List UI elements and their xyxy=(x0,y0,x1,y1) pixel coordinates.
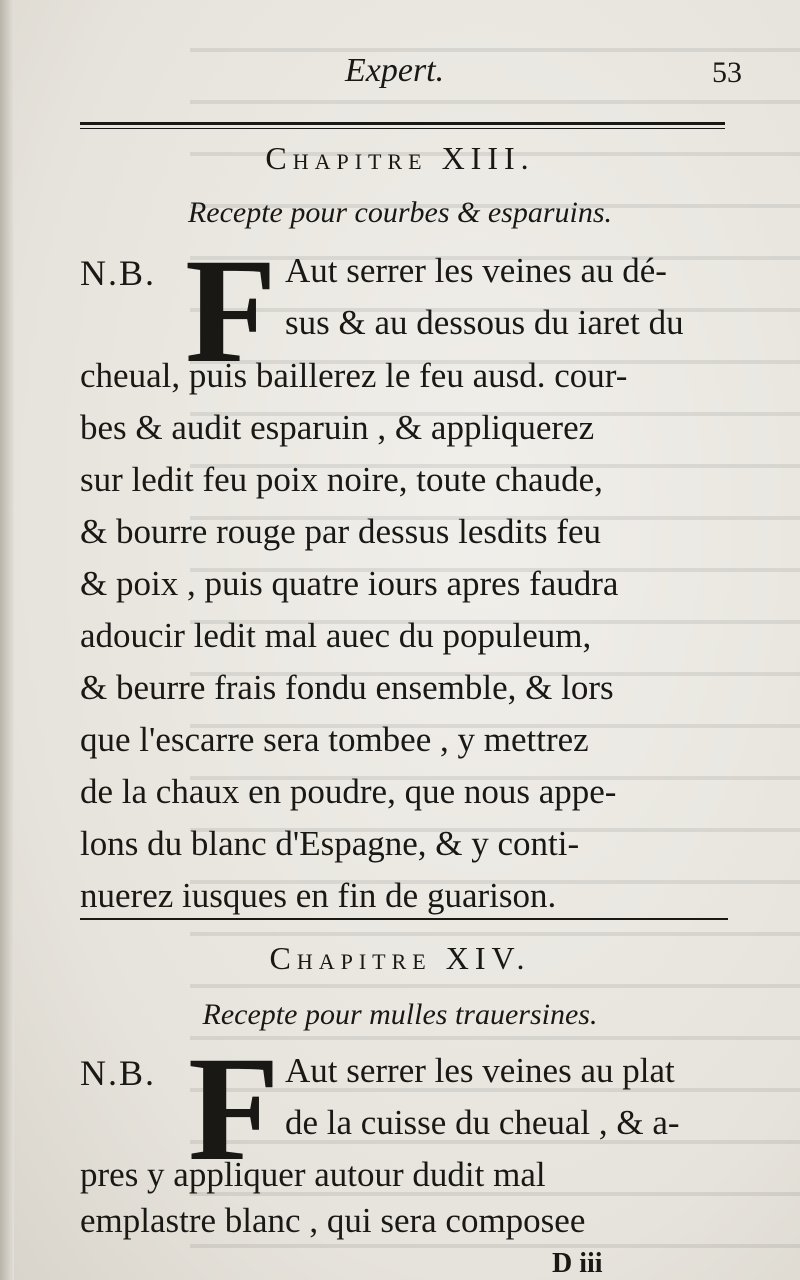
chapter-title: Chapitre XIII. xyxy=(265,140,535,176)
text-line: bes & audit esparuin , & appliquerez xyxy=(80,408,595,447)
text-line: sus & au dessous du iaret du xyxy=(285,303,684,342)
chapter-subtitle: Recepte pour courbes & esparuins. xyxy=(187,196,613,229)
text-line: sur ledit feu poix noire, toute chaude, xyxy=(80,460,603,499)
text-line: cheual, puis baillerez le feu ausd. cour- xyxy=(80,356,628,395)
page-gutter xyxy=(0,0,14,1280)
running-title: Expert. xyxy=(345,52,445,89)
nb-marker: N.B. xyxy=(80,1053,157,1093)
chapter-subtitle: Recepte pour mulles trauersines. xyxy=(202,998,598,1031)
signature-mark: D iii xyxy=(552,1248,603,1279)
text-line: & poix , puis quatre iours apres faudra xyxy=(80,564,619,603)
section-rule xyxy=(80,918,728,920)
nb-marker: N.B. xyxy=(80,253,157,293)
chapter-title: Chapitre XIV. xyxy=(269,940,531,976)
text-line: Aut serrer les veines au plat xyxy=(285,1051,675,1090)
text-line: Aut serrer les veines au dé- xyxy=(285,251,667,290)
drop-cap: F xyxy=(188,1026,280,1192)
text-line: de la cuisse du cheual , & a- xyxy=(285,1103,680,1142)
running-head xyxy=(0,52,800,102)
text-line: nuerez iusques en fin de guarison. xyxy=(80,876,557,915)
text-line: & bourre rouge par dessus lesdits feu xyxy=(80,512,601,551)
page-number: 53 xyxy=(712,56,742,89)
drop-cap: F xyxy=(185,228,277,394)
header-rule xyxy=(80,122,725,125)
text-line: & beurre frais fondu ensemble, & lors xyxy=(80,668,614,707)
text-line: lons du blanc d'Espagne, & y conti- xyxy=(80,824,580,863)
text-line: de la chaux en poudre, que nous appe- xyxy=(80,772,617,811)
text-line: que l'escarre sera tombee , y mettrez xyxy=(80,720,589,759)
text-line: pres y appliquer autour dudit mal xyxy=(80,1155,546,1194)
text-line: emplastre blanc , qui sera composee xyxy=(80,1201,586,1240)
text-line: adoucir ledit mal auec du populeum, xyxy=(80,616,592,655)
